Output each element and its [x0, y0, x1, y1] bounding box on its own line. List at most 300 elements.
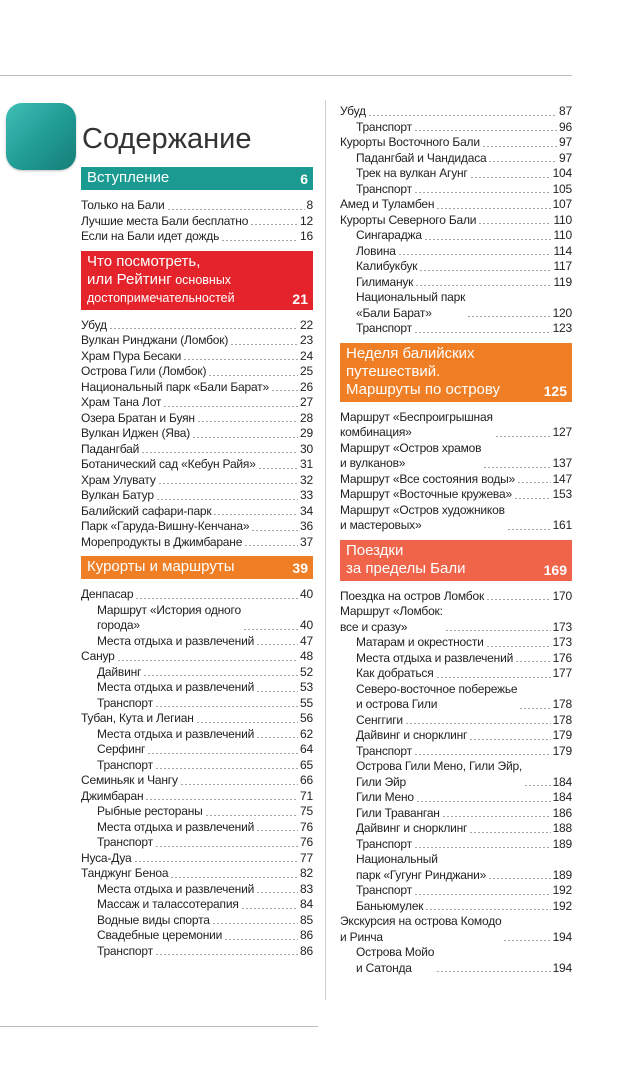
dot-leader — [256, 885, 298, 894]
toc-entry[interactable] — [81, 727, 313, 743]
toc-entry-page: 77 — [300, 850, 313, 865]
toc-entry-page: 29 — [300, 426, 313, 440]
toc-entry[interactable] — [340, 945, 572, 976]
page-title: Содержание — [82, 123, 252, 156]
toc-entry[interactable] — [340, 666, 572, 682]
toc-entry[interactable] — [81, 835, 313, 851]
dot-leader — [514, 491, 551, 500]
toc-entry[interactable] — [340, 852, 572, 883]
toc-entry-page: 153 — [552, 487, 572, 501]
toc-entry[interactable] — [340, 244, 572, 260]
dot-leader — [155, 761, 298, 770]
toc-entry-title: Транспорт — [356, 321, 412, 335]
toc-entry-title: Вулкан Иджен (Ява) — [81, 426, 191, 440]
dot-leader — [230, 337, 298, 346]
toc-entry[interactable] — [81, 649, 313, 665]
toc-entry[interactable] — [340, 197, 572, 213]
toc-entry[interactable] — [81, 789, 313, 805]
section-header[interactable] — [81, 556, 313, 579]
toc-entry-title: Транспорт — [97, 835, 153, 849]
toc-entry-title: Водные виды спорта — [97, 912, 210, 927]
toc-entry-page: 47 — [300, 633, 313, 648]
toc-entry-title: Транспорт — [356, 836, 412, 851]
section-title: Курорты и маршруты — [87, 558, 235, 575]
toc-entry-page: 66 — [300, 773, 313, 787]
toc-entry-page: 186 — [552, 805, 572, 820]
dot-leader — [424, 232, 552, 241]
bottom-rule — [0, 1026, 318, 1027]
toc-entry-page: 53 — [300, 680, 313, 694]
toc-entry[interactable] — [340, 503, 572, 534]
section-header[interactable] — [340, 540, 572, 581]
dot-leader — [442, 809, 551, 818]
toc-entry[interactable] — [340, 821, 572, 837]
toc-entry[interactable] — [340, 682, 572, 713]
dot-leader — [170, 870, 298, 879]
section-header[interactable] — [81, 251, 313, 310]
dot-leader — [197, 414, 298, 423]
toc-entry[interactable] — [81, 603, 313, 634]
toc-entry-page: 110 — [553, 212, 572, 227]
toc-entry[interactable] — [340, 275, 572, 291]
toc-entry-page: 40 — [300, 587, 313, 601]
toc-entry[interactable] — [81, 519, 313, 535]
toc-entry-page: 188 — [552, 821, 572, 835]
toc-entry-title: Места отдыха и развлечений — [97, 819, 255, 834]
toc-entry[interactable] — [81, 758, 313, 774]
toc-entry-page: 117 — [553, 259, 572, 273]
toc-entry-page: 86 — [300, 943, 313, 958]
dot-leader — [368, 108, 557, 117]
toc-entry[interactable] — [81, 696, 313, 712]
toc-entry[interactable] — [340, 104, 572, 120]
dot-leader — [436, 964, 550, 973]
toc-entry-title: Балийский сафари-парк — [81, 503, 212, 518]
dot-leader — [156, 492, 298, 501]
dot-leader — [205, 808, 299, 817]
toc-entry[interactable] — [81, 318, 313, 334]
dot-leader — [183, 352, 298, 361]
toc-entry-page: 26 — [300, 379, 313, 394]
toc-entry[interactable] — [340, 883, 572, 899]
toc-entry-page: 104 — [552, 166, 572, 180]
toc-entry[interactable] — [340, 228, 572, 244]
toc-entry[interactable] — [81, 364, 313, 380]
dot-leader — [519, 701, 550, 710]
toc-entry-page: 177 — [552, 666, 572, 680]
toc-entry-page: 48 — [300, 649, 313, 663]
toc-entry-title: Места отдыха и развлечений — [97, 726, 255, 741]
dot-leader — [398, 247, 552, 256]
dot-leader — [167, 202, 305, 211]
toc-entry-title: Маршрут «Беспроигрышная комбинация» — [340, 409, 493, 439]
toc-entry[interactable] — [81, 634, 313, 650]
toc-entry-title: Санур — [81, 649, 115, 663]
toc-entry-page: 30 — [300, 441, 313, 456]
section-page-number: 169 — [543, 561, 567, 578]
toc-entry[interactable] — [81, 665, 313, 681]
toc-entry-title: Как добраться — [356, 666, 434, 680]
column-divider — [325, 100, 326, 1000]
dot-leader — [135, 591, 298, 600]
toc-entry[interactable] — [81, 457, 313, 473]
toc-entry-title: Дайвинг и снорклинг — [356, 821, 468, 835]
toc-entry-page: 36 — [300, 519, 313, 533]
toc-entry-page: 56 — [300, 711, 313, 725]
toc-entry-title: Маршрут «Все состояния воды» — [340, 471, 516, 486]
dot-leader — [243, 622, 298, 631]
toc-entry-page: 87 — [559, 104, 572, 118]
toc-entry[interactable] — [81, 820, 313, 836]
toc-entry-page: 22 — [300, 317, 313, 332]
toc-entry-title: Маршрут «Остров храмов и вулканов» — [340, 440, 482, 470]
toc-entry-title: Лучшие места Бали бесплатно — [81, 213, 249, 228]
toc-entry-title: Транспорт — [356, 743, 412, 758]
dot-leader — [488, 871, 550, 880]
toc-entry-page: 86 — [300, 928, 313, 942]
toc-entry[interactable] — [340, 135, 572, 151]
toc-entry-title: Храм Тана Лот — [81, 395, 162, 409]
toc-entry[interactable] — [81, 944, 313, 960]
section-title-small: основных достопримечательностей — [87, 272, 235, 305]
toc-entry-page: 179 — [552, 728, 572, 742]
toc-entry-title: Места отдыха и развлечений — [97, 633, 255, 648]
dot-leader — [212, 916, 298, 925]
toc-entry[interactable] — [81, 333, 313, 349]
toc-entry-title: Массаж и талассотерапия — [97, 897, 239, 911]
section-page-number: 39 — [292, 560, 308, 576]
toc-entry-title: Маршрут «История одного города» — [97, 602, 241, 632]
toc-entry[interactable] — [340, 635, 572, 651]
toc-entry-title: Если на Бали идет дождь — [81, 229, 220, 243]
toc-entry-page: 120 — [552, 305, 572, 320]
toc-entry-title: Дайвинг и снорклинг — [356, 728, 468, 742]
toc-entry[interactable] — [340, 604, 572, 635]
right-column — [340, 104, 572, 976]
dot-leader — [436, 201, 550, 210]
dot-leader — [470, 170, 551, 179]
toc-entry[interactable] — [81, 229, 313, 245]
dot-leader — [419, 263, 551, 272]
toc-entry[interactable] — [340, 321, 572, 337]
toc-entry-title: Храм Пура Бесаки — [81, 348, 182, 363]
toc-entry[interactable] — [81, 711, 313, 727]
dot-leader — [414, 325, 551, 334]
toc-entry-page: 173 — [552, 635, 572, 649]
toc-entry-title: Транспорт — [97, 943, 153, 958]
dot-leader — [145, 792, 298, 801]
toc-entry[interactable] — [81, 882, 313, 898]
toc-entry[interactable] — [340, 806, 572, 822]
toc-entry-title: Сенггиги — [356, 712, 403, 727]
toc-entry-page: 107 — [552, 197, 572, 211]
toc-entry-page: 23 — [300, 333, 313, 347]
toc-entry[interactable] — [340, 914, 572, 945]
dot-leader — [158, 476, 298, 485]
toc-entry-page: 194 — [552, 960, 572, 975]
toc-entry[interactable] — [340, 151, 572, 167]
toc-entry-title: Транспорт — [356, 883, 412, 897]
toc-entry[interactable] — [340, 410, 572, 441]
toc-entry-page: 28 — [300, 410, 313, 425]
toc-entry-page: 76 — [300, 819, 313, 834]
dot-leader — [524, 778, 551, 787]
section-page-number: 6 — [300, 171, 308, 187]
toc-entry[interactable] — [81, 411, 313, 427]
toc-entry[interactable] — [81, 535, 313, 551]
left-column — [81, 164, 313, 959]
dot-leader — [155, 947, 298, 956]
toc-entry-page: 33 — [300, 488, 313, 502]
toc-entry[interactable] — [340, 166, 572, 182]
dot-leader — [416, 794, 551, 803]
dot-leader — [503, 933, 550, 942]
toc-entry[interactable] — [340, 182, 572, 198]
toc-entry-title: Поездка на остров Ломбок — [340, 588, 484, 603]
dot-leader — [109, 321, 298, 330]
toc-entry-page: 83 — [300, 881, 313, 896]
dot-leader — [478, 216, 551, 225]
dot-leader — [196, 715, 298, 724]
toc-entry[interactable] — [81, 866, 313, 882]
toc-entry-page: 24 — [300, 348, 313, 363]
section-page-number: 21 — [292, 290, 308, 307]
toc-entry-page: 55 — [300, 695, 313, 710]
toc-entry-page: 96 — [559, 119, 572, 134]
toc-entry[interactable] — [81, 804, 313, 820]
toc-entry-page: 75 — [300, 804, 313, 818]
toc-entry-title: Убуд — [340, 104, 366, 118]
toc-entry-page: 114 — [553, 243, 572, 258]
dot-leader — [436, 670, 551, 679]
toc-entry-page: 76 — [300, 835, 313, 849]
dot-leader — [483, 460, 550, 469]
dot-leader — [221, 233, 298, 242]
dot-leader — [224, 932, 298, 941]
toc-entry[interactable] — [340, 589, 572, 605]
toc-entry-page: 178 — [552, 697, 572, 711]
toc-entry-title: Только на Бали — [81, 198, 165, 212]
dot-leader — [414, 123, 557, 132]
toc-entry[interactable] — [81, 395, 313, 411]
dot-leader — [486, 639, 551, 648]
toc-entry-title: Маршрут «Остров художников и мастеровых» — [340, 502, 505, 532]
dot-leader — [495, 429, 551, 438]
toc-entry-title: Вулкан Батур — [81, 488, 154, 502]
toc-entry-title: Гили Мено — [356, 790, 414, 804]
toc-entry-title: Экскурсия на острова Комодо и Ринча — [340, 914, 502, 944]
dot-leader — [256, 823, 298, 832]
toc-entry[interactable] — [340, 713, 572, 729]
dot-leader — [147, 746, 298, 755]
toc-entry-title: Парк «Гаруда-Вишну-Кенчана» — [81, 519, 250, 533]
toc-entry[interactable] — [81, 442, 313, 458]
dot-leader — [469, 825, 550, 834]
toc-entry-title: Храм Улувату — [81, 472, 156, 487]
toc-entry[interactable] — [81, 897, 313, 913]
dot-leader — [414, 185, 551, 194]
dot-leader — [250, 217, 298, 226]
section-page-number: 125 — [543, 382, 567, 399]
dot-leader — [414, 887, 551, 896]
toc-entry-title: Нуса-Дуа — [81, 850, 132, 865]
toc-entry-title: Курорты Северного Бали — [340, 212, 477, 227]
toc-entry-page: 194 — [552, 929, 572, 944]
toc-entry[interactable] — [81, 680, 313, 696]
dot-leader — [271, 383, 298, 392]
toc-entry-title: Курорты Восточного Бали — [340, 135, 480, 149]
toc-entry[interactable] — [81, 742, 313, 758]
toc-entry-title: Транспорт — [97, 695, 153, 710]
toc-entry-page: 65 — [300, 757, 313, 772]
toc-entry-page: 62 — [300, 726, 313, 741]
toc-entry-page: 184 — [552, 774, 572, 789]
toc-entry[interactable] — [81, 587, 313, 603]
toc-entry[interactable] — [340, 259, 572, 275]
toc-entry[interactable] — [81, 504, 313, 520]
toc-entry-page: 192 — [552, 898, 572, 913]
dot-leader — [256, 637, 298, 646]
toc-entry-page: 32 — [300, 472, 313, 487]
section-title: Вступление — [87, 169, 170, 186]
toc-entry-title: Сингараджа — [356, 228, 422, 242]
toc-entry-title: Транспорт — [356, 119, 412, 134]
toc-entry-page: 16 — [300, 229, 313, 243]
toc-entry-title: Серфинг — [97, 742, 146, 756]
toc-entry[interactable] — [81, 773, 313, 789]
dot-leader — [469, 732, 550, 741]
dot-leader — [256, 684, 298, 693]
toc-entry-title: Озера Братан и Буян — [81, 410, 195, 425]
dot-leader — [251, 523, 298, 532]
chapter-logo-icon — [6, 103, 76, 170]
dot-leader — [241, 901, 298, 910]
toc-entry-page: 161 — [552, 518, 572, 532]
toc-entry-title: Национальный парк «Бали Барат» — [81, 379, 269, 394]
dot-leader — [507, 522, 551, 531]
toc-entry-title: Гили Траванган — [356, 805, 440, 820]
toc-entry[interactable] — [340, 759, 572, 790]
toc-entry-page: 137 — [552, 456, 572, 470]
toc-entry[interactable] — [81, 913, 313, 929]
toc-entry-title: Транспорт — [356, 181, 412, 196]
toc-entry-title: Острова Гили (Ломбок) — [81, 364, 207, 378]
toc-entry-title: Маршрут «Восточные кружева» — [340, 487, 512, 501]
dot-leader — [155, 699, 298, 708]
toc-entry[interactable] — [81, 198, 313, 214]
toc-entry-page: 178 — [552, 712, 572, 727]
dot-leader — [192, 430, 298, 439]
toc-entry-title: Острова Мойо и Сатонда — [356, 945, 435, 975]
dot-leader — [155, 839, 298, 848]
toc-entry[interactable] — [340, 651, 572, 667]
toc-entry-page: 37 — [300, 534, 313, 549]
toc-entry-page: 119 — [553, 274, 572, 289]
toc-entry-page: 34 — [300, 503, 313, 518]
dot-leader — [515, 654, 551, 663]
toc-entry[interactable] — [340, 744, 572, 760]
toc-entry[interactable] — [81, 928, 313, 944]
toc-entry-title: Национальный парк «Бали Барат» — [356, 290, 466, 320]
dot-leader — [208, 368, 298, 377]
toc-entry[interactable] — [340, 213, 572, 229]
toc-entry-title: Места отдыха и развлечений — [97, 881, 255, 896]
dot-leader — [488, 154, 557, 163]
toc-entry-title: Свадебные церемонии — [97, 928, 223, 942]
toc-entry-title: Падангбай — [81, 441, 140, 456]
toc-entry[interactable] — [340, 790, 572, 806]
toc-entry[interactable] — [340, 728, 572, 744]
dot-leader — [163, 399, 298, 408]
toc-entry-title: Острова Гили Мено, Гили Эйр, Гили Эйр — [356, 759, 523, 789]
toc-entry-page: 85 — [300, 912, 313, 927]
toc-entry-title: Семиньяк и Чангу — [81, 773, 178, 787]
toc-entry[interactable] — [340, 120, 572, 136]
dot-leader — [213, 507, 298, 516]
section-header[interactable] — [340, 343, 572, 402]
toc-entry-title: Падангбай и Чандидаса — [356, 150, 487, 165]
section-title: Поездки за пределы Бали — [346, 541, 466, 577]
toc-entry-page: 179 — [552, 743, 572, 758]
toc-entry[interactable] — [81, 851, 313, 867]
dot-leader — [117, 653, 298, 662]
toc-entry[interactable] — [340, 487, 572, 503]
toc-entry-title: Джимбаран — [81, 788, 144, 803]
toc-entry-title: Места отдыха и развлечений — [97, 680, 255, 694]
toc-entry[interactable] — [340, 837, 572, 853]
toc-entry-page: 173 — [552, 619, 572, 634]
toc-entry-title: Национальный парк «Гугунг Ринджани» — [356, 852, 487, 882]
dot-leader — [445, 623, 551, 632]
toc-entry-title: Тубан, Кута и Легиан — [81, 711, 194, 725]
toc-entry-title: Танджунг Беноа — [81, 866, 169, 880]
toc-entry-title: Амед и Туламбен — [340, 197, 435, 211]
toc-entry-page: 110 — [553, 228, 572, 242]
toc-entry-page: 184 — [552, 790, 572, 804]
toc-entry-page: 127 — [552, 425, 572, 439]
toc-entry-title: Ботанический сад «Кебун Райя» — [81, 457, 256, 471]
dot-leader — [415, 278, 551, 287]
toc-entry-title: Гилиманук — [356, 274, 414, 289]
toc-entry[interactable] — [81, 349, 313, 365]
dot-leader — [467, 309, 550, 318]
toc-entry[interactable] — [81, 488, 313, 504]
dot-leader — [414, 747, 551, 756]
dot-leader — [134, 854, 299, 863]
toc-entry[interactable] — [81, 473, 313, 489]
toc-entry-page: 189 — [552, 836, 572, 851]
toc-entry[interactable] — [81, 214, 313, 230]
section-title: Неделя балийских путешествий. Маршруты по острову — [346, 344, 501, 398]
section-header[interactable] — [81, 167, 313, 190]
toc-entry-page: 176 — [552, 650, 572, 665]
toc-entry-page: 170 — [552, 588, 572, 603]
toc-entry[interactable] — [81, 380, 313, 396]
toc-entry-title: Трек на вулкан Агунг — [356, 166, 468, 180]
toc-entry[interactable] — [340, 441, 572, 472]
toc-entry-title: Вулкан Ринджани (Ломбок) — [81, 333, 229, 347]
dot-leader — [405, 716, 551, 725]
toc-entry[interactable] — [340, 899, 572, 915]
toc-entry-page: 84 — [300, 897, 313, 911]
toc-entry-page: 40 — [300, 618, 313, 632]
toc-entry[interactable] — [340, 290, 572, 321]
dot-leader — [425, 902, 550, 911]
toc-entry-title: Рыбные рестораны — [97, 804, 203, 818]
toc-entry[interactable] — [340, 472, 572, 488]
dot-leader — [180, 777, 298, 786]
toc-entry[interactable] — [81, 426, 313, 442]
